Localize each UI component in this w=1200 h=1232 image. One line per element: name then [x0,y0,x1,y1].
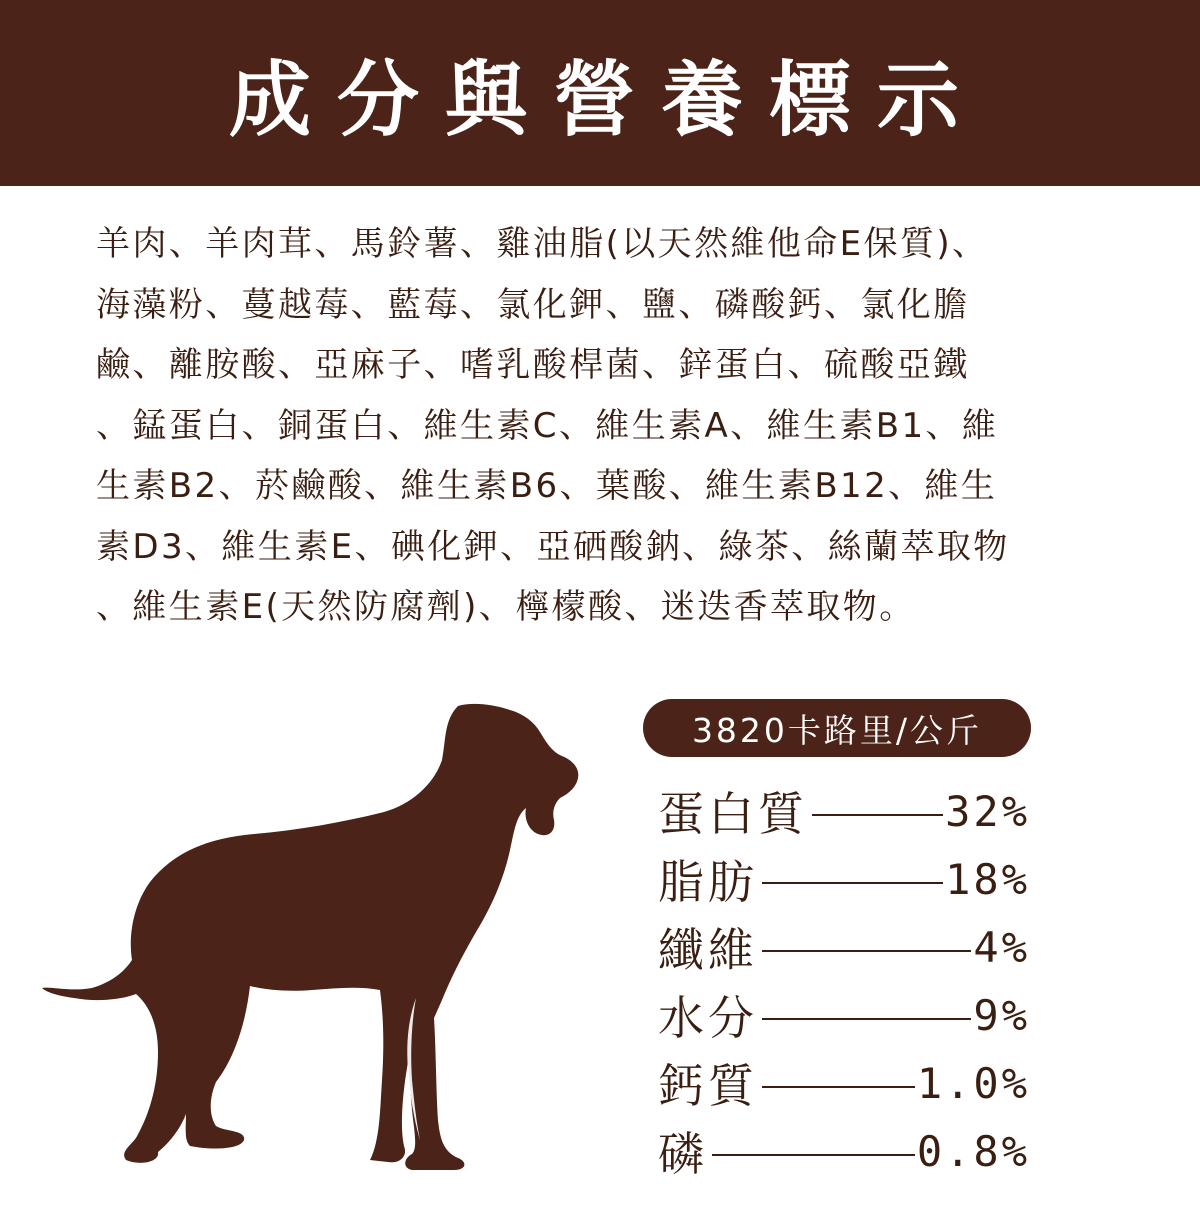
nutrient-value: 0.8% [916,1126,1030,1176]
header-banner [0,0,1200,186]
page-title: 成分與營養標示 [228,52,985,148]
nutrient-row-phosphorus [658,1117,1030,1185]
nutrient-table [658,777,1030,1185]
calorie-badge: 3820卡路里/公斤 [643,699,1031,757]
nutrient-name: 磷 [658,1127,708,1181]
ingredients-line: 鹼、離胺酸、亞麻子、嗜乳酸桿菌、鋅蛋白、硫酸亞鐵 [96,345,970,385]
nutrient-name: 脂肪 [658,855,758,909]
nutrient-name: 水分 [658,991,758,1045]
nutrient-row-protein [658,777,1030,845]
nutrient-value: 1.0% [916,1058,1030,1108]
nutrient-value: 32% [945,786,1030,836]
leader-line [712,1154,915,1156]
nutrient-row-moisture [658,981,1030,1049]
leader-line [762,882,943,884]
nutrient-name: 纖維 [658,923,758,977]
nutrient-value: 18% [945,854,1030,904]
nutrient-value: 4% [973,922,1030,972]
leader-line [762,1086,915,1088]
leader-line [762,1018,971,1020]
ingredients-line: 羊肉、羊肉茸、馬鈴薯、雞油脂(以天然維他命E保質)、 [96,224,989,264]
ingredients-line: 海藻粉、蔓越莓、藍莓、氯化鉀、鹽、磷酸鈣、氯化膽 [96,284,970,325]
nutrient-name: 蛋白質 [658,787,808,841]
nutrient-value: 9% [973,990,1030,1040]
ingredients-line: 、維生素E(天然防腐劑)、檸檬酸、迷迭香萃取物。 [96,587,916,627]
nutrient-row-calcium [658,1049,1030,1117]
ingredients-list [96,214,1126,638]
dog-silhouette-icon [40,700,600,1180]
leader-line [812,814,943,816]
nutrient-name: 鈣質 [658,1059,758,1113]
ingredients-line: 素D3、維生素E、碘化鉀、亞硒酸鈉、綠茶、絲蘭萃取物 [96,526,1010,567]
leader-line [762,950,971,952]
nutrient-row-fat [658,845,1030,913]
nutrient-row-fiber [658,913,1030,981]
ingredients-line: 、錳蛋白、銅蛋白、維生素C、維生素A、維生素B1、維 [96,405,999,446]
ingredients-line: 生素B2、菸鹼酸、維生素B6、葉酸、維生素B12、維生 [96,466,998,506]
